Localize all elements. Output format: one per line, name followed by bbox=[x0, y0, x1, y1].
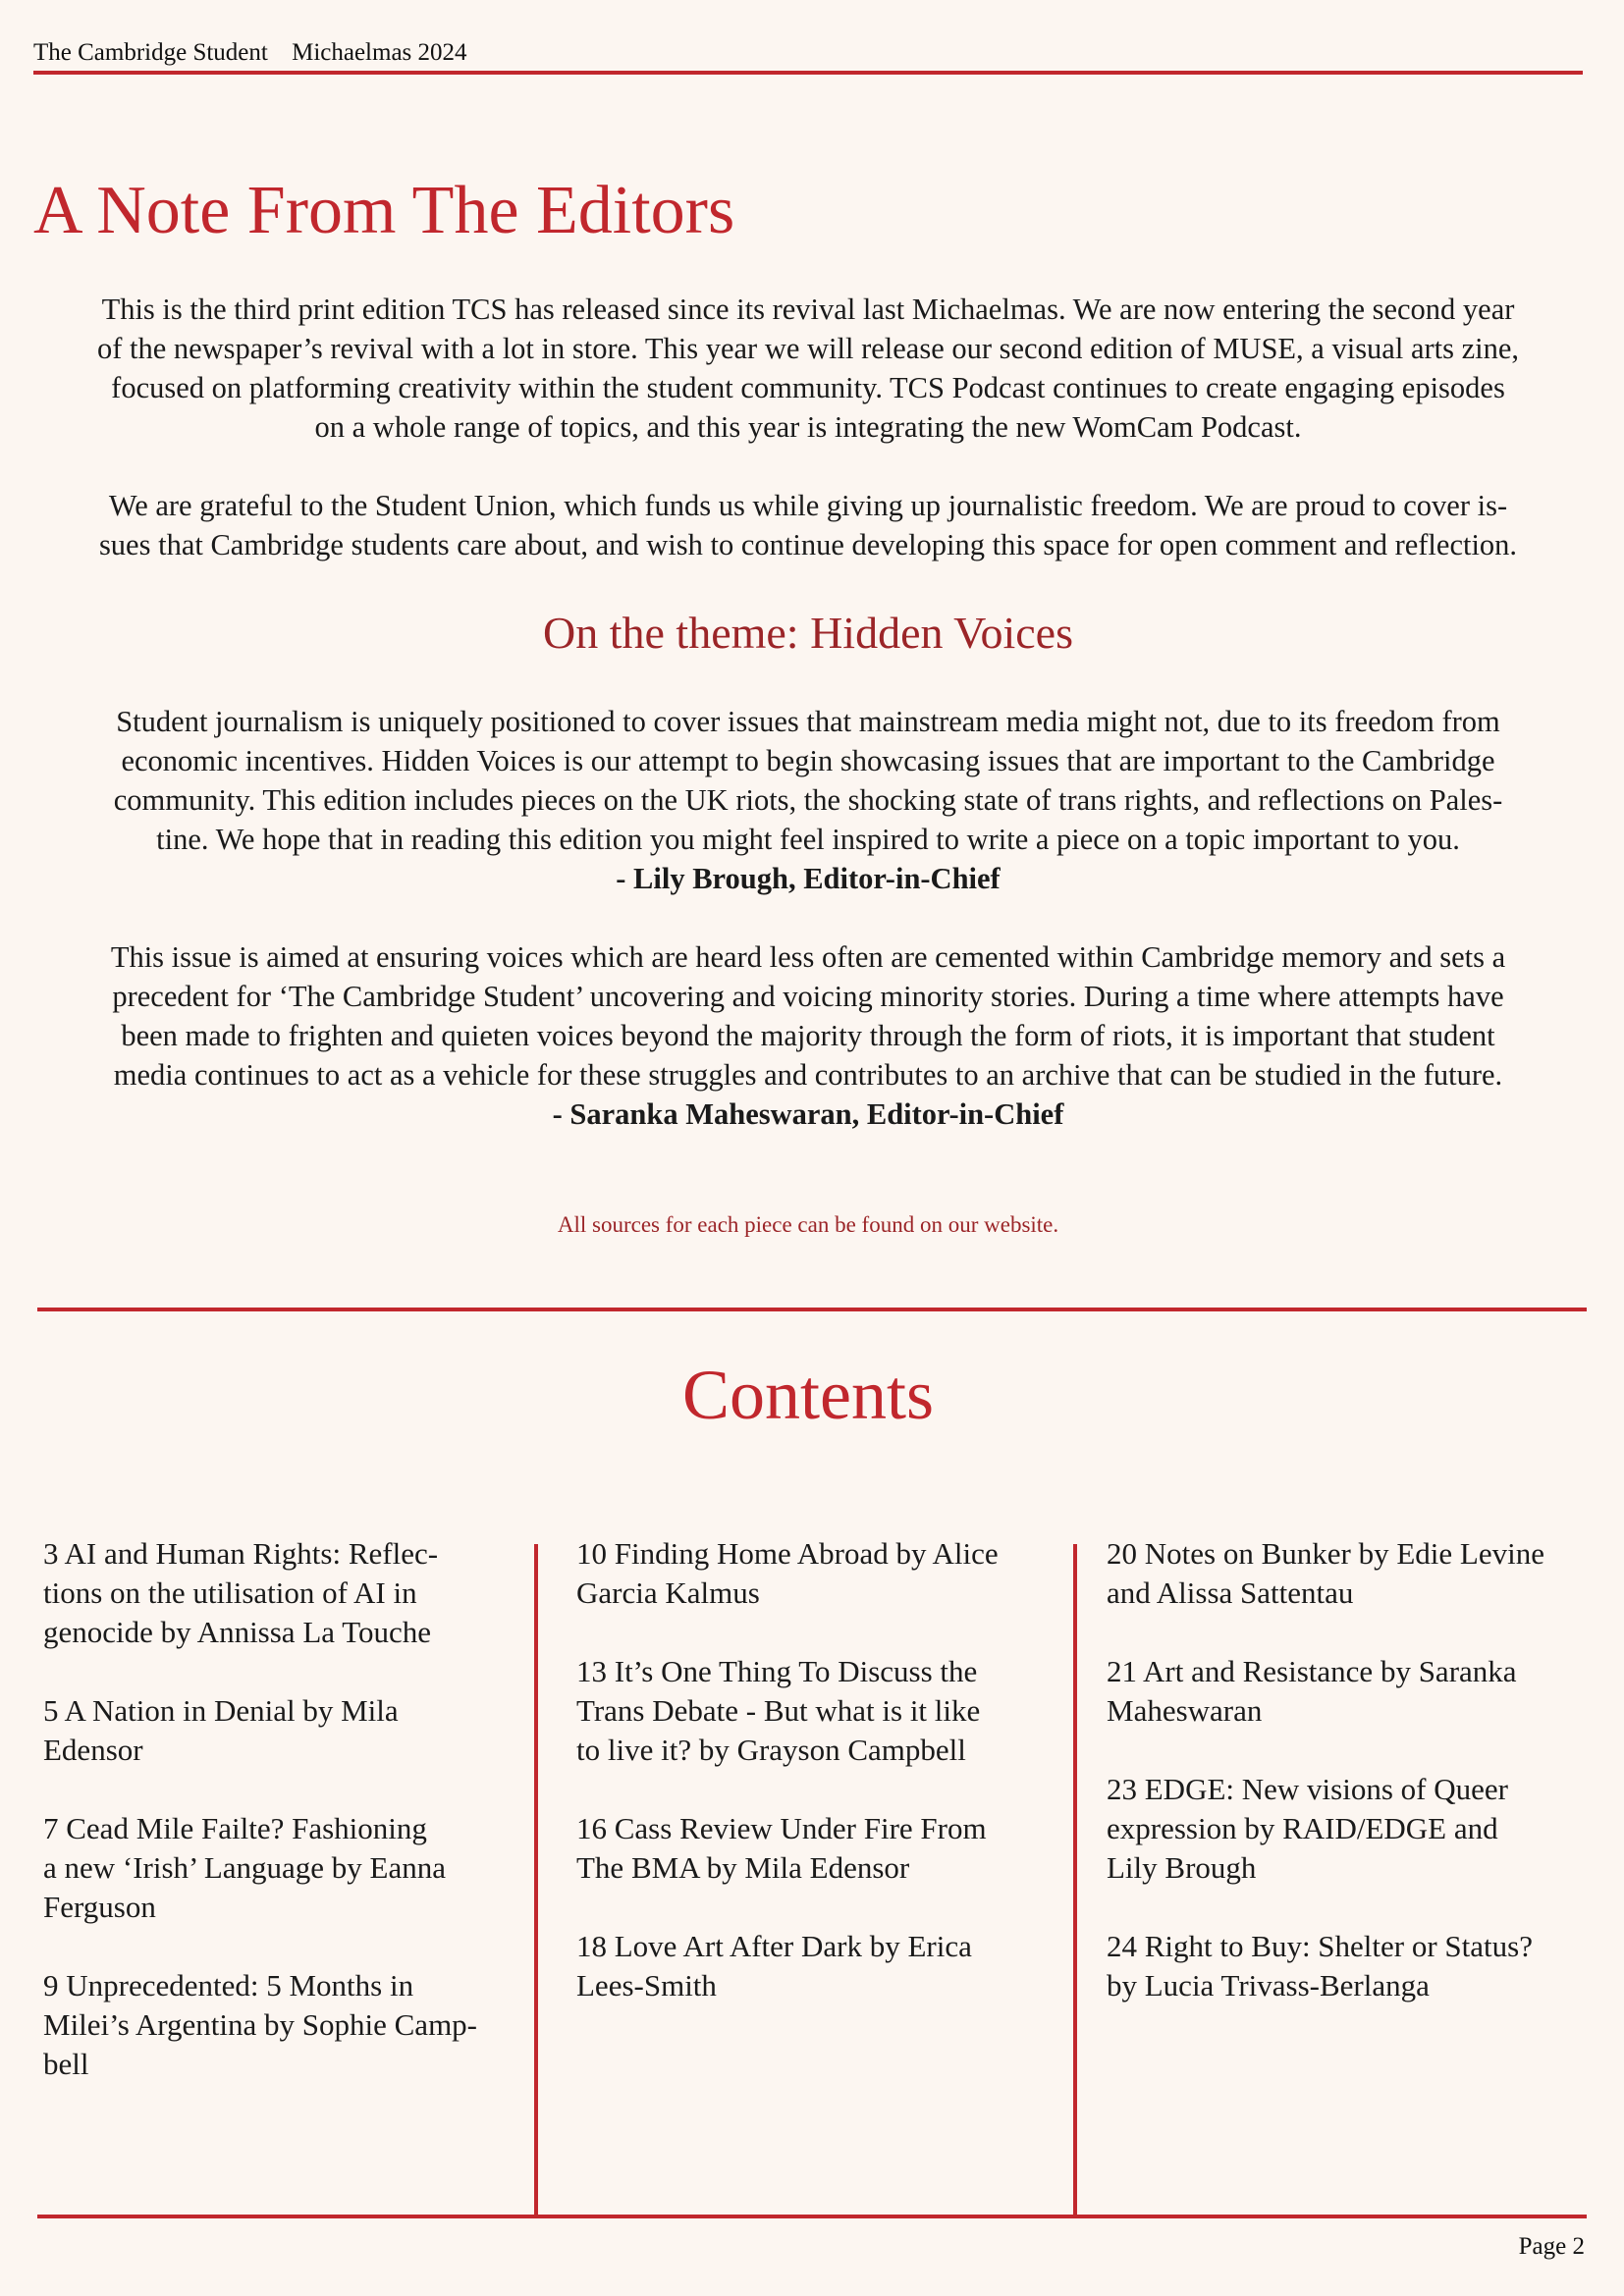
page-number: Page 2 bbox=[1518, 2233, 1585, 2260]
footer-rule bbox=[37, 2215, 1587, 2218]
text-line: bell bbox=[43, 2047, 89, 2081]
editors-note-paragraph-2 bbox=[33, 486, 1583, 564]
text-line: Lees-Smith bbox=[576, 1968, 717, 2002]
text-line: media continues to act as a vehicle for these struggles and contributes to an archive that can be studied in the future. bbox=[113, 1058, 1503, 1092]
text-line: precedent for ‘The Cambridge Student’ uncovering and voicing minority stories. During a time where attempts have bbox=[112, 980, 1504, 1013]
column-divider-1 bbox=[534, 1544, 538, 2218]
text-line: Ferguson bbox=[43, 1890, 156, 1924]
text-line: been made to frighten and quieten voices beyond the majority through the form of riots, it is important that student bbox=[121, 1019, 1495, 1052]
text-line: Student journalism is uniquely positioned to cover issues that mainstream media might not, due to its freedom from bbox=[116, 705, 1500, 738]
column-divider-2 bbox=[1073, 1544, 1077, 2218]
text-line: to live it? by Grayson Campbell bbox=[576, 1733, 966, 1767]
contents-item[interactable] bbox=[576, 1809, 1048, 1888]
running-header bbox=[33, 39, 467, 67]
text-line: sues that Cambridge students care about, and wish to continue developing this space for open comment and reflection. bbox=[98, 528, 1518, 561]
text-line: 21 Art and Resistance by Saranka bbox=[1107, 1654, 1517, 1688]
text-line: 9 Unprecedented: 5 Months in bbox=[43, 1968, 414, 2002]
contents-item[interactable] bbox=[43, 1691, 514, 1770]
text-line: This is the third print edition TCS has released since its revival last Michaelmas. We are now entering the second year bbox=[101, 293, 1515, 326]
text-line: expression by RAID/EDGE and bbox=[1107, 1811, 1498, 1845]
text-line: Maheswaran bbox=[1107, 1693, 1263, 1728]
contents-item[interactable] bbox=[1107, 1652, 1588, 1731]
editors-note-paragraph-4 bbox=[33, 937, 1583, 1134]
text-line: economic incentives. Hidden Voices is our attempt to begin showcasing issues that are important to the Cambridge bbox=[121, 744, 1495, 777]
contents-item[interactable] bbox=[1107, 1927, 1588, 2005]
editors-note-title: A Note From The Editors bbox=[33, 173, 735, 248]
text-line: 5 A Nation in Denial by Mila bbox=[43, 1693, 399, 1728]
text-line: on a whole range of topics, and this year is integrating the new WomCam Podcast. bbox=[314, 410, 1302, 444]
text-line: 18 Love Art After Dark by Erica bbox=[576, 1929, 972, 1963]
text-line: genocide by Annissa La Touche bbox=[43, 1615, 431, 1649]
contents-item[interactable] bbox=[1107, 1534, 1588, 1613]
text-line: This issue is aimed at ensuring voices which are heard less often are cemented within Cambridge memory and sets a bbox=[110, 940, 1506, 974]
text-line: 10 Finding Home Abroad by Alice bbox=[576, 1536, 999, 1571]
contents-item[interactable] bbox=[43, 1966, 514, 2084]
text-line: tine. We hope that in reading this edition you might feel inspired to write a piece on a topic important to you. bbox=[156, 823, 1460, 856]
header-rule bbox=[33, 71, 1583, 75]
signature-lily-brough: - Lily Brough, Editor-in-Chief bbox=[616, 862, 1001, 895]
contents-item[interactable] bbox=[576, 1927, 1048, 2005]
text-line: focused on platforming creativity within the student community. TCS Podcast continues to create engaging episodes bbox=[111, 371, 1505, 404]
editors-note-paragraph-1 bbox=[33, 290, 1583, 447]
sources-note: All sources for each piece can be found on our website. bbox=[557, 1212, 1059, 1237]
publication-name: The Cambridge Student bbox=[33, 39, 268, 66]
text-line: Lily Brough bbox=[1107, 1850, 1257, 1885]
contents-column-1 bbox=[43, 1534, 514, 2123]
text-line: Milei’s Argentina by Sophie Camp- bbox=[43, 2007, 478, 2042]
text-line: 7 Cead Mile Failte? Fashioning bbox=[43, 1811, 427, 1845]
contents-item[interactable] bbox=[43, 1809, 514, 1927]
contents-item[interactable] bbox=[576, 1652, 1048, 1770]
text-line: Trans Debate - But what is it like bbox=[576, 1693, 981, 1728]
text-line: 24 Right to Buy: Shelter or Status? bbox=[1107, 1929, 1533, 1963]
text-line: 16 Cass Review Under Fire From bbox=[576, 1811, 987, 1845]
contents-item[interactable] bbox=[576, 1534, 1048, 1613]
signature-saranka-maheswaran: - Saranka Maheswaran, Editor-in-Chief bbox=[552, 1097, 1064, 1131]
contents-column-2 bbox=[576, 1534, 1048, 2045]
text-line: Edensor bbox=[43, 1733, 143, 1767]
text-line: of the newspaper’s revival with a lot in store. This year we will release our second edition of MUSE, a visual arts zine, bbox=[96, 332, 1520, 365]
theme-heading: On the theme: Hidden Voices bbox=[543, 608, 1073, 658]
text-line: 3 AI and Human Rights: Reflec- bbox=[43, 1536, 439, 1571]
text-line: community. This edition includes pieces on the UK riots, the shocking state of trans rights, and reflections on Pales- bbox=[113, 783, 1503, 817]
text-line: We are grateful to the Student Union, which funds us while giving up journalistic freedom. We are proud to cover is- bbox=[108, 489, 1508, 522]
contents-column-3 bbox=[1107, 1534, 1588, 2045]
text-line: by Lucia Trivass-Berlanga bbox=[1107, 1968, 1430, 2002]
section-divider bbox=[37, 1308, 1587, 1311]
editors-note-paragraph-3 bbox=[33, 702, 1583, 898]
text-line: The BMA by Mila Edensor bbox=[576, 1850, 910, 1885]
text-line: Garcia Kalmus bbox=[576, 1575, 760, 1610]
contents-item[interactable] bbox=[1107, 1770, 1588, 1888]
text-line: 23 EDGE: New visions of Queer bbox=[1107, 1772, 1508, 1806]
text-line: tions on the utilisation of AI in bbox=[43, 1575, 417, 1610]
text-line: 20 Notes on Bunker by Edie Levine bbox=[1107, 1536, 1544, 1571]
text-line: 13 It’s One Thing To Discuss the bbox=[576, 1654, 978, 1688]
text-line: and Alissa Sattentau bbox=[1107, 1575, 1354, 1610]
issue-term: Michaelmas 2024 bbox=[292, 39, 467, 66]
contents-title: Contents bbox=[681, 1356, 934, 1434]
text-line: a new ‘Irish’ Language by Eanna bbox=[43, 1850, 446, 1885]
contents-item[interactable] bbox=[43, 1534, 514, 1652]
